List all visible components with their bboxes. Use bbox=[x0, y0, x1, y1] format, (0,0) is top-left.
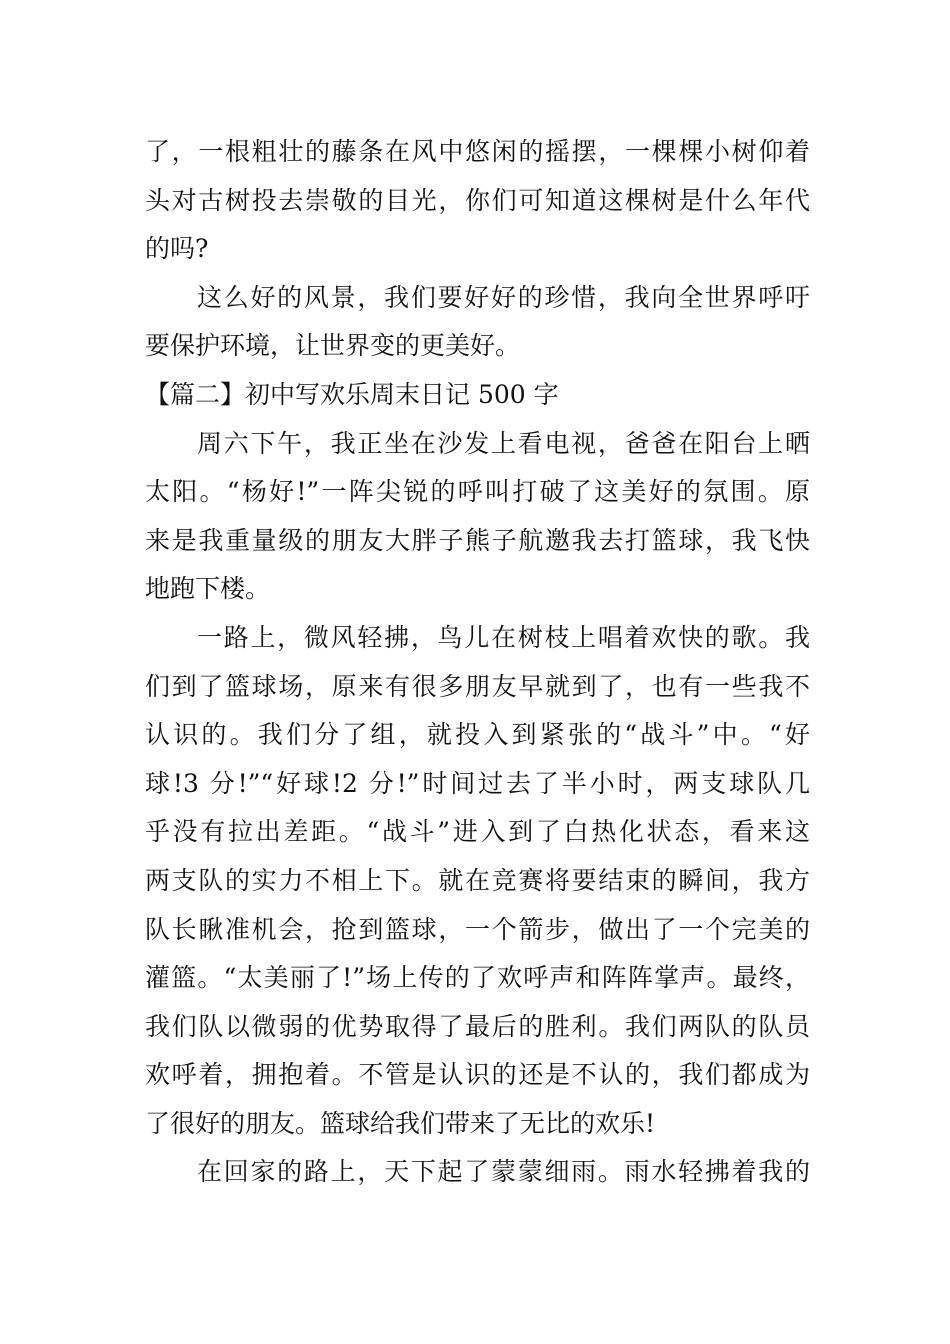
text-line: 们到了篮球场，原来有很多朋友早就到了，也有一些我不 bbox=[145, 671, 810, 701]
text-line: 要保护环境，让世界变的更美好。 bbox=[145, 331, 521, 361]
text-line: 头对古树投去崇敬的目光，你们可知道这棵树是什么年代 bbox=[145, 185, 810, 215]
text-line: 队长瞅准机会，抢到篮球，一个箭步，做出了一个完美的 bbox=[145, 914, 810, 944]
text-line: 了很好的朋友。篮球给我们带来了无比的欢乐! bbox=[145, 1108, 656, 1138]
text-line: 周六下午，我正坐在沙发上看电视，爸爸在阳台上晒 bbox=[197, 428, 810, 458]
text-line: 在回家的路上，天下起了蒙蒙细雨。雨水轻拂着我的 bbox=[197, 1157, 810, 1187]
text-line: 地跑下楼。 bbox=[145, 574, 271, 604]
text-line: 乎没有拉出差距。“战斗”进入到了白热化状态，看来这 bbox=[145, 817, 810, 847]
section-heading: 【篇二】初中写欢乐周末日记 500 字 bbox=[145, 379, 559, 409]
text-line: 欢呼着，拥抱着。不管是认识的还是不认的，我们都成为 bbox=[145, 1060, 810, 1090]
text-line: 这么好的风景，我们要好好的珍惜，我向全世界呼吁 bbox=[197, 282, 810, 312]
text-line: 灌篮。“太美丽了!”场上传的了欢呼声和阵阵掌声。最终， bbox=[145, 963, 810, 993]
text-line: 的吗? bbox=[145, 234, 209, 264]
text-line: 一路上，微风轻拂，鸟儿在树枝上唱着欢快的歌。我 bbox=[197, 622, 810, 652]
text-line: 了，一根粗壮的藤条在风中悠闲的摇摆，一棵棵小树仰着 bbox=[145, 137, 810, 166]
text-line: 两支队的实力不相上下。就在竞赛将要结束的瞬间，我方 bbox=[145, 865, 810, 895]
text-line: 太阳。“杨好!”一阵尖锐的呼叫打破了这美好的氛围。原 bbox=[145, 477, 810, 507]
text-line: 认识的。我们分了组，就投入到紧张的“战斗”中。“好 bbox=[145, 720, 810, 750]
text-line: 我们队以微弱的优势取得了最后的胜利。我们两队的队员 bbox=[145, 1011, 810, 1041]
document-body bbox=[145, 128, 810, 1197]
text-line: 来是我重量级的朋友大胖子熊子航邀我去打篮球，我飞快 bbox=[145, 525, 810, 555]
text-line: 球!3 分!”“好球!2 分!”时间过去了半小时，两支球队几 bbox=[145, 768, 810, 798]
